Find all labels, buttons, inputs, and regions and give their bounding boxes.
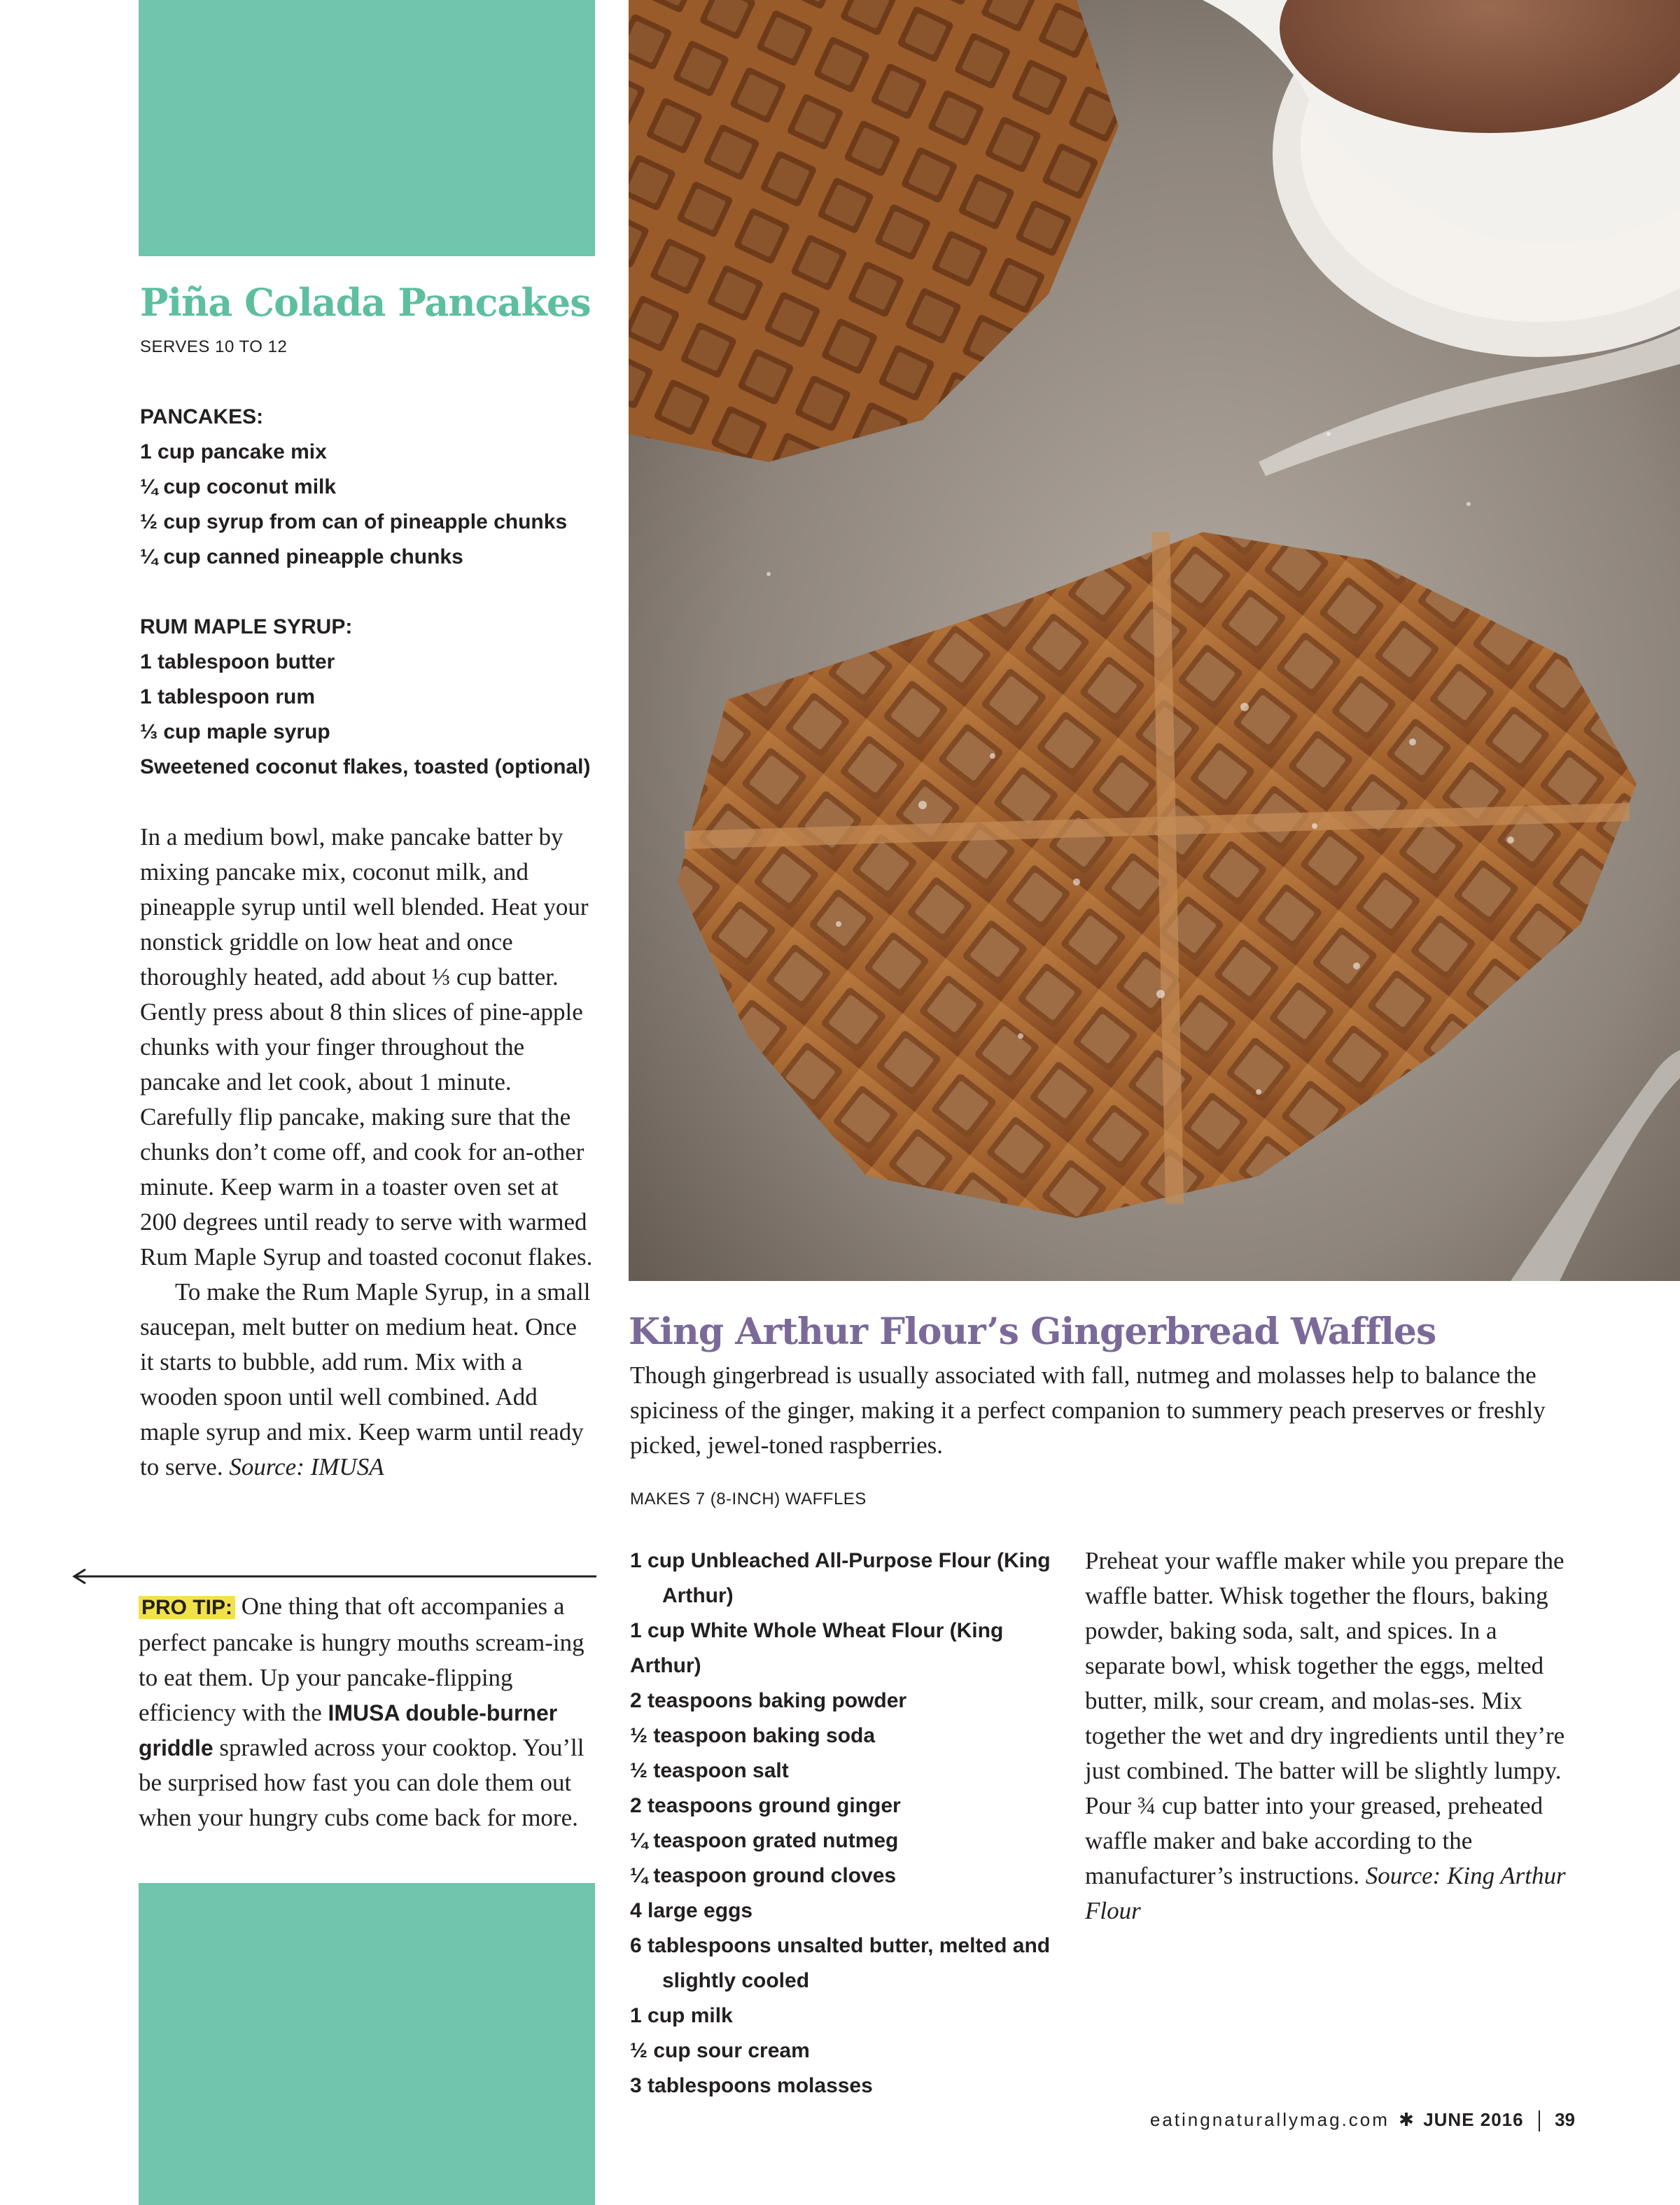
method-paragraph [1085,1544,1568,1928]
gingerbread-intro: Though gingerbread is usually associated with fall, nutmeg and molasses help to balance the spiciness of the ginger, making it a perfect companion to summery peach preserves or freshly picked, jewel-toned raspberries. [630,1362,1546,1459]
product-name: IMUSA double-burner griddle [139,1700,558,1760]
ingredient-item: 1 cup White Whole Wheat Flour (King Arthur) [630,1619,1004,1677]
ingredient-item: Sweetened coconut flakes, toasted (optional) [140,755,591,778]
ingredient-item: 4 large eggs [630,1899,753,1922]
ingredient-item: 6 tablespoons unsalted butter, melted and slightly cooled [630,1934,1051,1992]
syrup-heading: RUM MAPLE SYRUP: [140,615,353,638]
ingredient-item: 1 tablespoon butter [140,650,335,673]
website-url: eatingnaturallymag.com [1149,2109,1390,2130]
arrow-left-icon [70,1568,596,1585]
method-text: Preheat your waffle maker while you prepare the waffle batter. Whisk together the flours, baking powder, baking soda, salt, and spices. In a separate bowl, whisk together the eggs, melted butter, milk, sour cream, and molas-ses. Mix together the wet and dry ingredients until they’re just combined. The batter will be slightly lumpy. Pour ¾ cup batter into your greased, preheated waffle maker and bake according to the manufacturer’s instructions. [1085,1547,1565,1889]
ingredient-item: ½ cup sour cream [630,2039,810,2062]
pro-tip-text-2: sprawled across your cooktop. You’ll be surprised how fast you can dole them out when your hungry cubs come back for more. [139,1734,584,1831]
ingredient-item: ¼ teaspoon grated nutmeg [630,1829,899,1852]
page-footer [1150,2109,1575,2132]
pro-tip-paragraph [139,1589,587,1835]
method-2-text: To make the Rum Maple Syrup, in a small saucepan, melt butter on medium heat. Once it starts to bubble, add rum. Mix with a wooden spoon until well combined. Add maple syrup and mix. Keep warm until ready to serve. [140,1278,591,1480]
ingredient-item: 2 teaspoons baking powder [630,1689,907,1712]
ingredient-item: ¼ cup canned pineapple chunks [140,545,463,568]
pro-tip-text-1: One thing that oft accompanies a perfect pancake is hungry mouths scream-ing to eat them. Up your pancake-flipping efficiency with the [139,1592,584,1726]
serves-label: SERVES 10 TO 12 [140,337,288,356]
gingerbread-method [1085,1544,1568,1928]
syrup-ingredients [140,610,602,785]
teal-block-bottom [139,1883,595,2205]
ingredient-item: ½ teaspoon baking soda [630,1724,876,1747]
teal-block-top [139,0,595,256]
gingerbread-waffles-title: King Arthur Flour’s Gingerbread Waffles [629,1310,1436,1353]
pancake-ingredients [140,400,602,575]
ingredient-item: 3 tablespoons molasses [630,2074,873,2097]
source-credit: Source: IMUSA [229,1453,384,1480]
gingerbread-ingredients [630,1544,1078,2104]
ingredient-item: ⅓ cup maple syrup [140,720,330,743]
source-credit: Source: King Arthur Flour [1085,1862,1566,1924]
ingredient-item: 1 tablespoon rum [140,685,316,708]
pancakes-heading: PANCAKES: [140,405,264,428]
separator-star-icon: ✱ [1399,2109,1414,2130]
pina-colada-title: Piña Colada Pancakes [140,280,591,325]
ingredient-item: ¼ cup coconut milk [140,475,337,498]
pro-tip-badge: PRO TIP: [139,1596,235,1619]
method-paragraph-2 [140,1275,595,1485]
method-paragraph-1: In a medium bowl, make pancake batter by mixing pancake mix, coconut milk, and pineapple syrup until well blended. Heat your nonstick griddle on low heat and once thoroughly heated, add about ⅓ cup batter. Gently press about 8 thin slices of pine-apple chunks with your finger throughout the pancake and let cook, about 1 minute. Carefully flip pancake, making sure that the chunks don’t come off, and cook for an-other minute. Keep warm in a toaster oven set at 200 degrees until ready to serve with warmed Rum Maple Syrup and toasted coconut flakes. [140,823,593,1270]
issue-date: JUNE 2016 [1423,2109,1524,2130]
ingredient-item: 1 cup pancake mix [140,440,327,463]
ingredient-item: 2 teaspoons ground ginger [630,1794,901,1817]
pina-method [140,820,595,1485]
ingredient-item: ½ teaspoon salt [630,1759,789,1782]
waffle-illustration [629,0,1680,1281]
ingredient-item: 1 cup milk [630,2004,733,2027]
pro-tip [139,1589,587,1835]
page-number: 39 [1555,2109,1575,2130]
ingredient-item: ½ cup syrup from can of pineapple chunks [140,510,568,533]
ingredient-item: 1 cup Unbleached All-Purpose Flour (King Arthur) [630,1549,1051,1607]
footer-divider [1539,2110,1540,2132]
makes-label: MAKES 7 (8-INCH) WAFFLES [630,1490,867,1508]
ingredient-item: ¼ teaspoon ground cloves [630,1864,897,1887]
waffles-photo [629,0,1680,1281]
